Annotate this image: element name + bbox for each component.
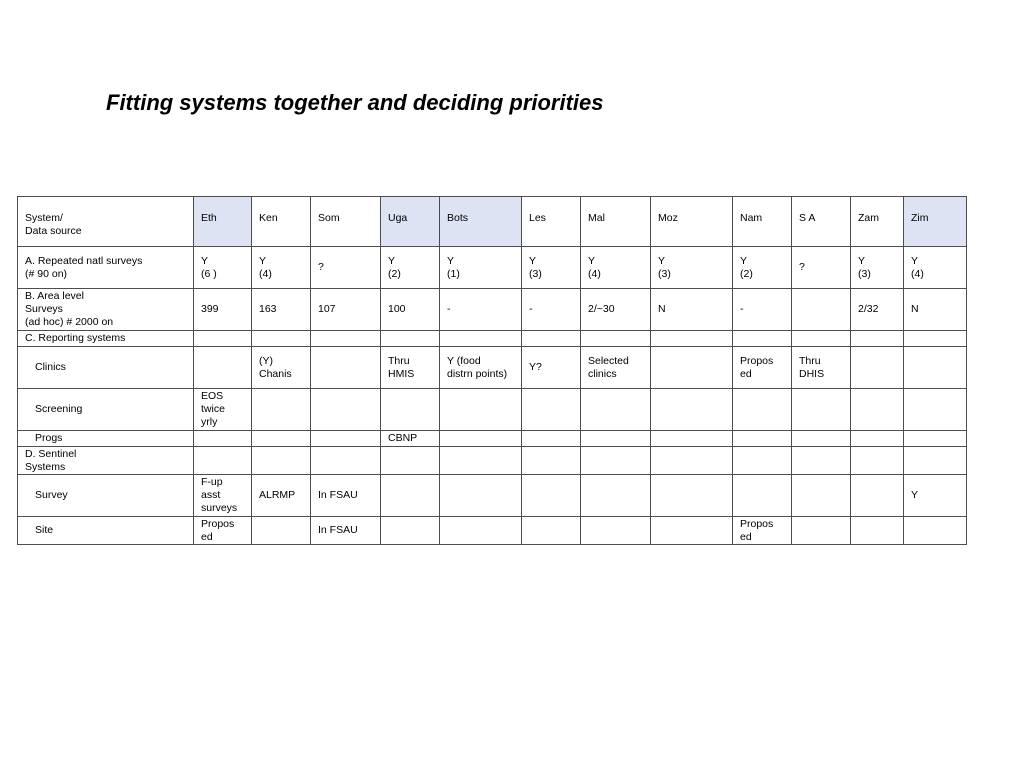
table-cell [440,389,522,431]
table-cell: 399 [194,289,252,331]
table-cell [381,475,440,517]
table-cell: Propos ed [194,517,252,545]
table-row [18,347,967,389]
row-label: Progs [18,431,194,447]
row-label: Clinics [18,347,194,389]
table-cell [792,389,851,431]
table-cell: N [904,289,967,331]
table-cell [252,447,311,475]
table-cell [792,431,851,447]
header-cell-som: Som [311,197,381,247]
table-cell [792,517,851,545]
table-row [18,431,967,447]
table-cell [311,447,381,475]
header-cell-ken: Ken [252,197,311,247]
table-cell [252,517,311,545]
table-cell: 2/32 [851,289,904,331]
table-cell [904,517,967,545]
table-header-row [18,197,967,247]
table-cell: Y (3) [651,247,733,289]
row-label: C. Reporting systems [18,331,194,347]
table-cell: Y (3) [522,247,581,289]
table-cell [851,517,904,545]
priorities-table [17,196,967,545]
header-cell-les: Les [522,197,581,247]
table-cell [733,331,792,347]
table-cell [440,517,522,545]
table-cell: Y (3) [851,247,904,289]
table-row [18,247,967,289]
table-cell: Y [904,475,967,517]
table-cell [522,431,581,447]
table-cell [581,331,651,347]
table-cell [651,431,733,447]
table-cell [440,431,522,447]
table-cell: In FSAU [311,475,381,517]
header-cell-zam: Zam [851,197,904,247]
header-cell-bots: Bots [440,197,522,247]
table-cell [522,331,581,347]
table-cell [733,431,792,447]
table-cell: 107 [311,289,381,331]
table-cell [851,389,904,431]
table-cell: - [522,289,581,331]
table-cell [522,447,581,475]
header-cell-system: System/ Data source [18,197,194,247]
table-cell [651,389,733,431]
table-cell [792,447,851,475]
table-cell: In FSAU [311,517,381,545]
page-title: Fitting systems together and deciding priorities [106,90,604,115]
row-label: Survey [18,475,194,517]
table-cell [733,389,792,431]
table-cell [440,447,522,475]
row-label: Screening [18,389,194,431]
table-cell [851,475,904,517]
table-cell: ? [792,247,851,289]
table-cell: (Y) Chanis [252,347,311,389]
table-cell: CBNP [381,431,440,447]
row-label: B. Area level Surveys (ad hoc) # 2000 on [18,289,194,331]
table-cell: Y (1) [440,247,522,289]
table-cell: Y (6 ) [194,247,252,289]
table-cell [522,517,581,545]
table-cell [522,389,581,431]
table-cell [581,447,651,475]
table-cell [581,475,651,517]
table-cell: EOS twice yrly [194,389,252,431]
table-cell [904,447,967,475]
header-cell-zim: Zim [904,197,967,247]
table-row [18,331,967,347]
table-cell [792,475,851,517]
table-cell [581,517,651,545]
header-cell-nam: Nam [733,197,792,247]
table-cell: ? [311,247,381,289]
table-cell [311,331,381,347]
table-cell [904,347,967,389]
table-cell [651,517,733,545]
table-cell: Y (food distrn points) [440,347,522,389]
table-cell [733,475,792,517]
table-cell: Y (4) [904,247,967,289]
table-cell [904,331,967,347]
table-cell [851,447,904,475]
table-cell [522,475,581,517]
table-cell [311,431,381,447]
table-cell [252,431,311,447]
table-cell [792,331,851,347]
table-cell [252,389,311,431]
table-cell [194,447,252,475]
table-cell [733,447,792,475]
table-cell: - [733,289,792,331]
table-cell [904,431,967,447]
table-cell [252,331,311,347]
table-row [18,289,967,331]
table-cell [651,447,733,475]
table-cell [440,331,522,347]
table-cell [381,517,440,545]
table-cell: Y (4) [581,247,651,289]
table-cell [851,431,904,447]
table-cell: Thru HMIS [381,347,440,389]
header-cell-moz: Moz [651,197,733,247]
table-cell [651,475,733,517]
header-cell-sa: S A [792,197,851,247]
table-cell [651,331,733,347]
table-cell: Selected clinics [581,347,651,389]
table-cell: 163 [252,289,311,331]
table-cell: ALRMP [252,475,311,517]
table-cell: Y (2) [381,247,440,289]
table-cell [792,289,851,331]
table-cell [904,389,967,431]
table-cell [381,447,440,475]
table-cell [581,389,651,431]
row-label: A. Repeated natl surveys (# 90 on) [18,247,194,289]
table-cell: Thru DHIS [792,347,851,389]
row-label: Site [18,517,194,545]
header-cell-mal: Mal [581,197,651,247]
table-cell: - [440,289,522,331]
table-cell [194,431,252,447]
table-cell [651,347,733,389]
table-cell [311,389,381,431]
table-row [18,475,967,517]
table-cell: Y (2) [733,247,792,289]
table-cell: N [651,289,733,331]
header-cell-eth: Eth [194,197,252,247]
table-cell: 2/~30 [581,289,651,331]
table-row [18,447,967,475]
table-cell: Propos ed [733,347,792,389]
table-cell [581,431,651,447]
table-cell [381,389,440,431]
header-cell-uga: Uga [381,197,440,247]
table-cell: Propos ed [733,517,792,545]
table-row [18,389,967,431]
table-cell: 100 [381,289,440,331]
table-cell [381,331,440,347]
row-label: D. Sentinel Systems [18,447,194,475]
table-cell: Y? [522,347,581,389]
table-cell [194,331,252,347]
table-cell [440,475,522,517]
table-cell: F-up asst surveys [194,475,252,517]
table-cell [311,347,381,389]
table-cell [194,347,252,389]
table-cell: Y (4) [252,247,311,289]
table-cell [851,331,904,347]
table-row [18,517,967,545]
table-cell [851,347,904,389]
